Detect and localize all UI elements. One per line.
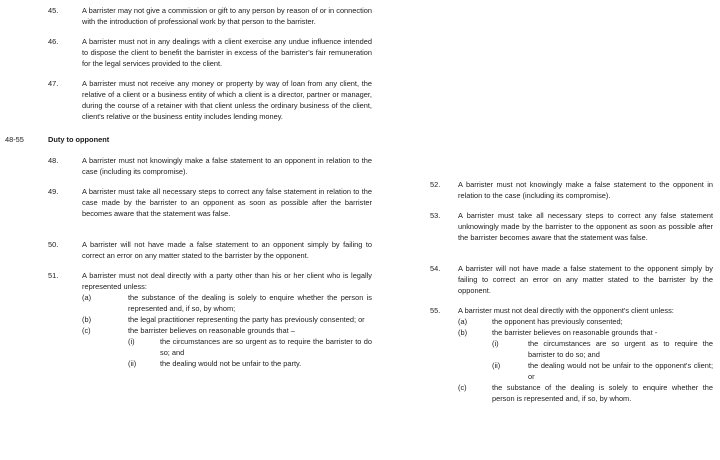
roman-item-i: [128, 336, 372, 358]
clause-number: 49.: [48, 187, 59, 196]
clause-text: A barrister must not knowingly make a false statement to the opponent in relation to the case (including its compromise).: [458, 180, 713, 200]
sub-item-label: (a): [82, 293, 92, 302]
clause-54: [415, 263, 720, 296]
clause-text: A barrister must not deal directly with the opponent's client unless:: [458, 306, 674, 315]
clause-55-sub-list: [458, 316, 713, 404]
section-heading: Duty to opponent: [48, 135, 110, 144]
clause-51-sub-list: [82, 292, 372, 369]
roman-item-text: the circumstances are so urgent as to require the barrister to do so; and: [160, 337, 372, 357]
sub-item-text: the barrister believes on reasonable grounds that -: [492, 328, 658, 337]
sub-item-b: [458, 327, 713, 338]
sub-item-text: the opponent has previously consented;: [492, 317, 623, 326]
clause-number: 54.: [430, 264, 441, 273]
clause-text: A barrister will not have made a false statement to the opponent simply by failing to correct an error on any matter stated to the barrister by the opponent.: [458, 264, 713, 295]
clause-51: [0, 270, 378, 369]
clause-52: [415, 179, 720, 201]
clause-number: 50.: [48, 240, 59, 249]
sub-item-text: the substance of the dealing is solely to enquire whether the person is represented and, if so, by whom.: [492, 383, 713, 403]
right-column: [415, 0, 720, 412]
left-column: [0, 0, 378, 377]
clause-55: [415, 305, 720, 404]
clause-text: A barrister will not have made a false statement to an opponent simply by failing to correct an error on any matter stated to the barrister by the opponent.: [82, 240, 372, 260]
clause-number: 51.: [48, 271, 59, 280]
roman-item-i: [492, 338, 713, 360]
sub-item-label: (c): [458, 383, 467, 392]
clause-49: [0, 186, 378, 219]
sub-item-text: the substance of the dealing is solely to enquire whether the person is represented and, if so, by whom;: [128, 293, 372, 313]
roman-item-text: the dealing would not be unfair to the party.: [160, 359, 302, 368]
clause-number: 47.: [48, 79, 59, 88]
clause-text: A barrister must not in any dealings with a client exercise any undue influence intended to dispose the client to benefit the barrister in excess of the barrister's fair remuneration for the legal services provided to the client.: [82, 37, 372, 68]
clause-53: [415, 210, 720, 243]
sub-item-a: [458, 316, 713, 327]
clause-text: A barrister must not receive any money or property by way of loan from any client, the relative of a client or a business entity of which a client is a director, partner or manager, during the course of a retainer with that client unless the ordinary business of the client, client's relative or the business entity includes lending money.: [82, 79, 372, 121]
clause-text: A barrister must not knowingly make a false statement to an opponent in relation to the case (including its compromise).: [82, 156, 372, 176]
clause-45: [0, 5, 378, 27]
clause-text: A barrister must take all necessary steps to correct any false statement in relation to the case made by the barrister to an opponent as soon as possible after the barrister becomes aware that the statement was false.: [82, 187, 372, 218]
sub-item-text: the legal practitioner representing the party has previously consented; or: [128, 315, 365, 324]
clause-number: 45.: [48, 6, 59, 15]
clause-text: A barrister must not deal directly with a party other than his or her client who is legally represented unless:: [82, 271, 372, 291]
section-range-marker: 48-55: [5, 135, 24, 144]
clause-47: [0, 78, 378, 122]
roman-item-ii: [492, 360, 713, 382]
clause-number: 52.: [430, 180, 441, 189]
clause-number: 48.: [48, 156, 59, 165]
clause-50: [0, 239, 378, 261]
roman-item-label: (ii): [128, 359, 137, 368]
roman-item-label: (i): [492, 339, 499, 348]
roman-item-label: (ii): [492, 361, 501, 370]
roman-item-text: the circumstances are so urgent as to require the barrister to do so; and: [528, 339, 713, 359]
sub-item-label: (c): [82, 326, 91, 335]
sub-item-a: [82, 292, 372, 314]
roman-item-ii: [128, 358, 372, 369]
roman-item-label: (i): [128, 337, 135, 346]
sub-item-label: (b): [82, 315, 92, 324]
roman-item-text: the dealing would not be unfair to the opponent's client; or: [528, 361, 713, 381]
clause-text: A barrister must take all necessary steps to correct any false statement unknowingly made by the barrister to the opponent as soon as possible after the barrister becomes aware that the statement was false.: [458, 211, 713, 242]
clause-46: [0, 36, 378, 69]
sub-item-label: (b): [458, 328, 468, 337]
sub-item-label: (a): [458, 317, 468, 326]
clause-48: [0, 155, 378, 177]
clause-number: 55.: [430, 306, 441, 315]
clause-number: 46.: [48, 37, 59, 46]
sub-item-c: [458, 382, 713, 404]
clause-number: 53.: [430, 211, 441, 220]
sub-item-b: [82, 314, 372, 325]
clause-text: A barrister may not give a commission or gift to any person by reason of or in connection with the introduction of professional work by that person to the barrister.: [82, 6, 372, 26]
sub-item-text: the barrister believes on reasonable grounds that –: [128, 326, 295, 335]
sub-item-c: [82, 325, 372, 336]
section-band: [0, 134, 378, 146]
